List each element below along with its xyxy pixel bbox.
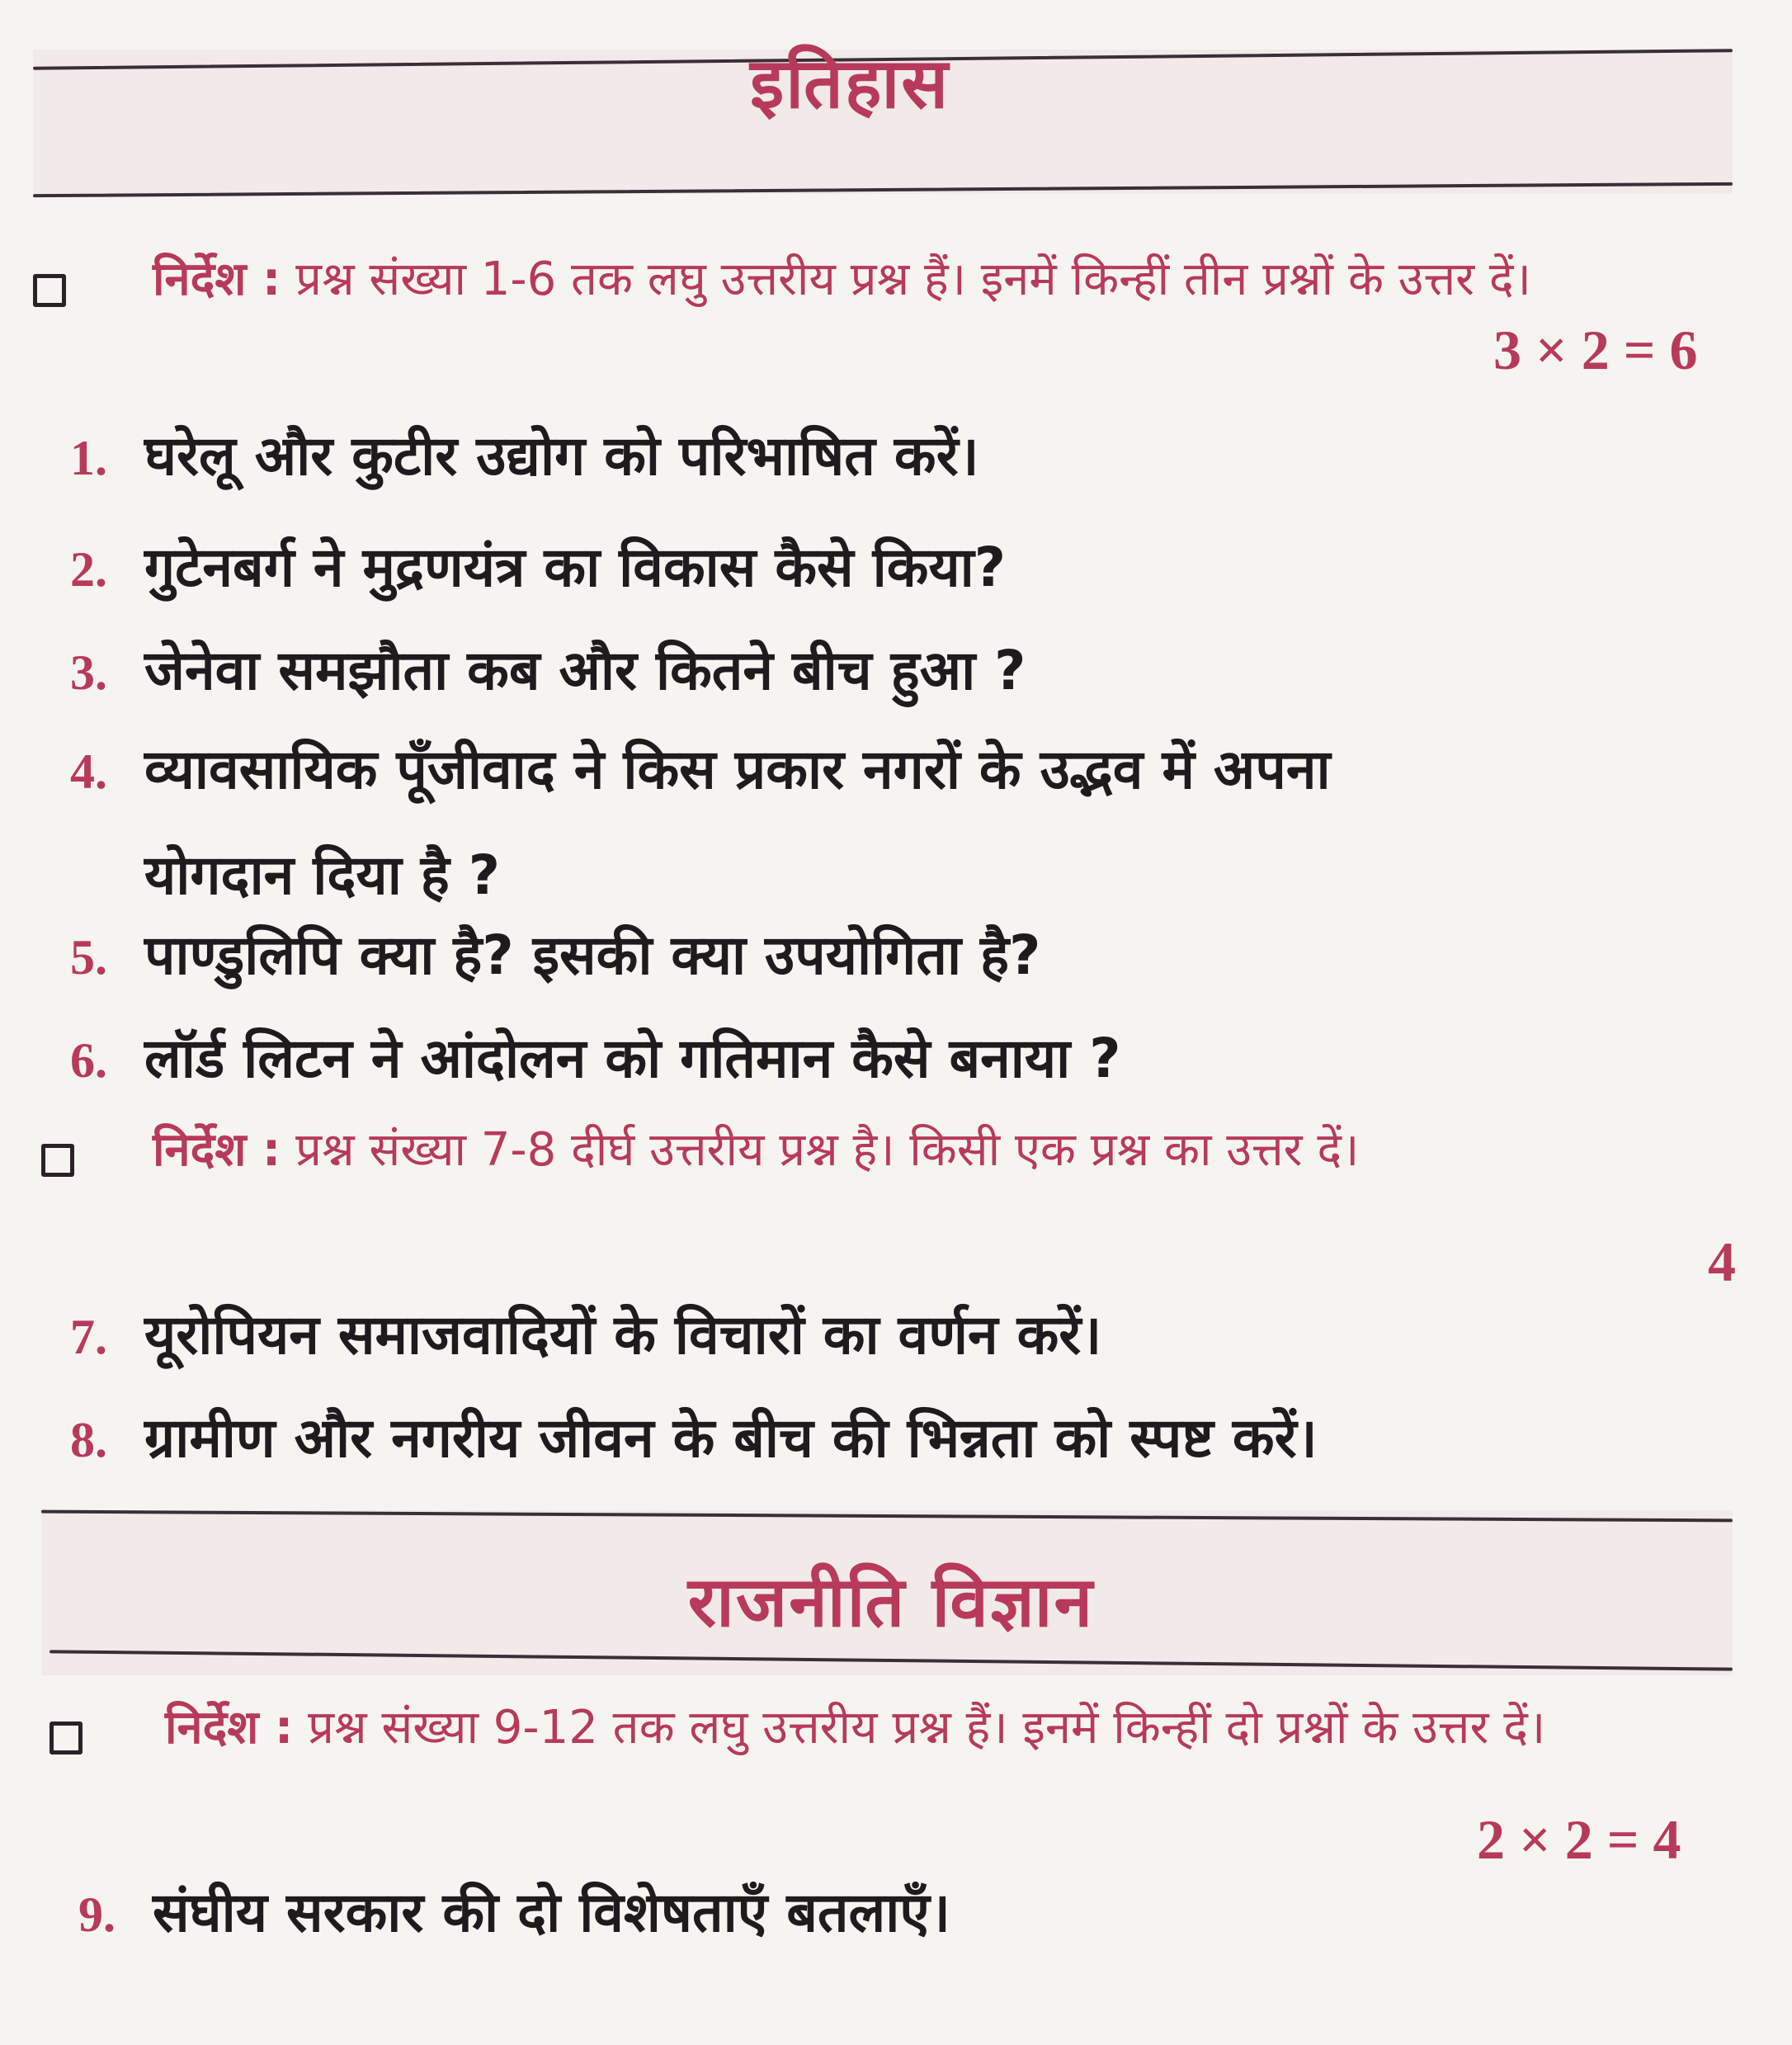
question-number: 4. — [70, 744, 107, 799]
question-number: 1. — [70, 431, 107, 485]
question-text: लॉर्ड लिटन ने आंदोलन को गतिमान कैसे बनाया ? — [144, 1027, 1121, 1090]
directive-label: निर्देश : — [153, 1123, 281, 1177]
question-number: 2. — [70, 542, 107, 597]
question-4 — [70, 730, 1331, 915]
question-number: 5. — [70, 930, 107, 985]
question-9 — [78, 1873, 950, 1954]
history-directive-1-marks: 3 × 2 = 6 — [1493, 319, 1698, 381]
question-2 — [70, 528, 1006, 609]
question-number: 3. — [70, 645, 107, 700]
question-number: 9. — [78, 1887, 116, 1942]
polsci-heading: राजनीति विज्ञान — [687, 1561, 1095, 1642]
question-7 — [70, 1296, 1101, 1377]
history-directive-2 — [41, 1106, 1749, 1195]
question-text: पाण्डुलिपि क्या है? इसकी क्या उपयोगिता है? — [144, 923, 1041, 987]
polsci-directive-marks: 2 × 2 = 4 — [1477, 1808, 1681, 1871]
directive-text: प्रश्न संख्या 9-12 तक लघु उत्तरीय प्रश्न हैं। इनमें किन्हीं दो प्रश्नों के उत्तर दें। — [308, 1701, 1546, 1755]
question-text: गुटेनबर्ग ने मुद्रणयंत्र का विकास कैसे किया? — [144, 536, 1007, 599]
question-number: 6. — [70, 1033, 107, 1088]
history-heading: इतिहास — [749, 43, 950, 124]
checkbox-icon — [50, 1721, 83, 1755]
directive-text: प्रश्न संख्या 7-8 दीर्घ उत्तरीय प्रश्न है। किसी एक प्रश्न का उत्तर दें। — [295, 1123, 1360, 1177]
question-text: व्यावसायिक पूँजीवाद ने किस प्रकार नगरों के उद्भव में अपना — [144, 738, 1331, 801]
question-number: 8. — [70, 1413, 107, 1467]
question-8 — [70, 1399, 1318, 1480]
polsci-directive — [50, 1684, 1741, 1773]
question-text: घरेलू और कुटीर उद्योग को परिभाषित करें। — [144, 424, 979, 488]
directive-label: निर्देश : — [165, 1701, 294, 1755]
question-1 — [70, 417, 979, 498]
question-text-continued: योगदान दिया है ? — [144, 843, 501, 907]
question-text: जेनेवा समझौता कब और कितने बीच हुआ ? — [144, 639, 1026, 702]
checkbox-icon — [41, 1144, 74, 1177]
question-number: 7. — [70, 1310, 107, 1364]
history-directive-2-marks: 4 — [1708, 1230, 1736, 1293]
checkbox-icon — [33, 274, 66, 307]
question-text: यूरोपियन समाजवादियों के विचारों का वर्णन करें। — [144, 1303, 1102, 1367]
question-6 — [70, 1019, 1121, 1100]
question-5 — [70, 916, 1040, 997]
question-text: ग्रामीण और नगरीय जीवन के बीच की भिन्नता को स्पष्ट करें। — [144, 1406, 1318, 1470]
history-directive-1 — [33, 231, 1749, 328]
question-3 — [70, 631, 1026, 712]
question-text: संघीय सरकार की दो विशेषताएँ बतलाएँ। — [153, 1881, 950, 1944]
directive-text: प्रश्न संख्या 1-6 तक लघु उत्तरीय प्रश्न हैं। इनमें किन्हीं तीन प्रश्नों के उत्तर दें। — [295, 253, 1531, 306]
directive-label: निर्देश : — [153, 253, 281, 306]
